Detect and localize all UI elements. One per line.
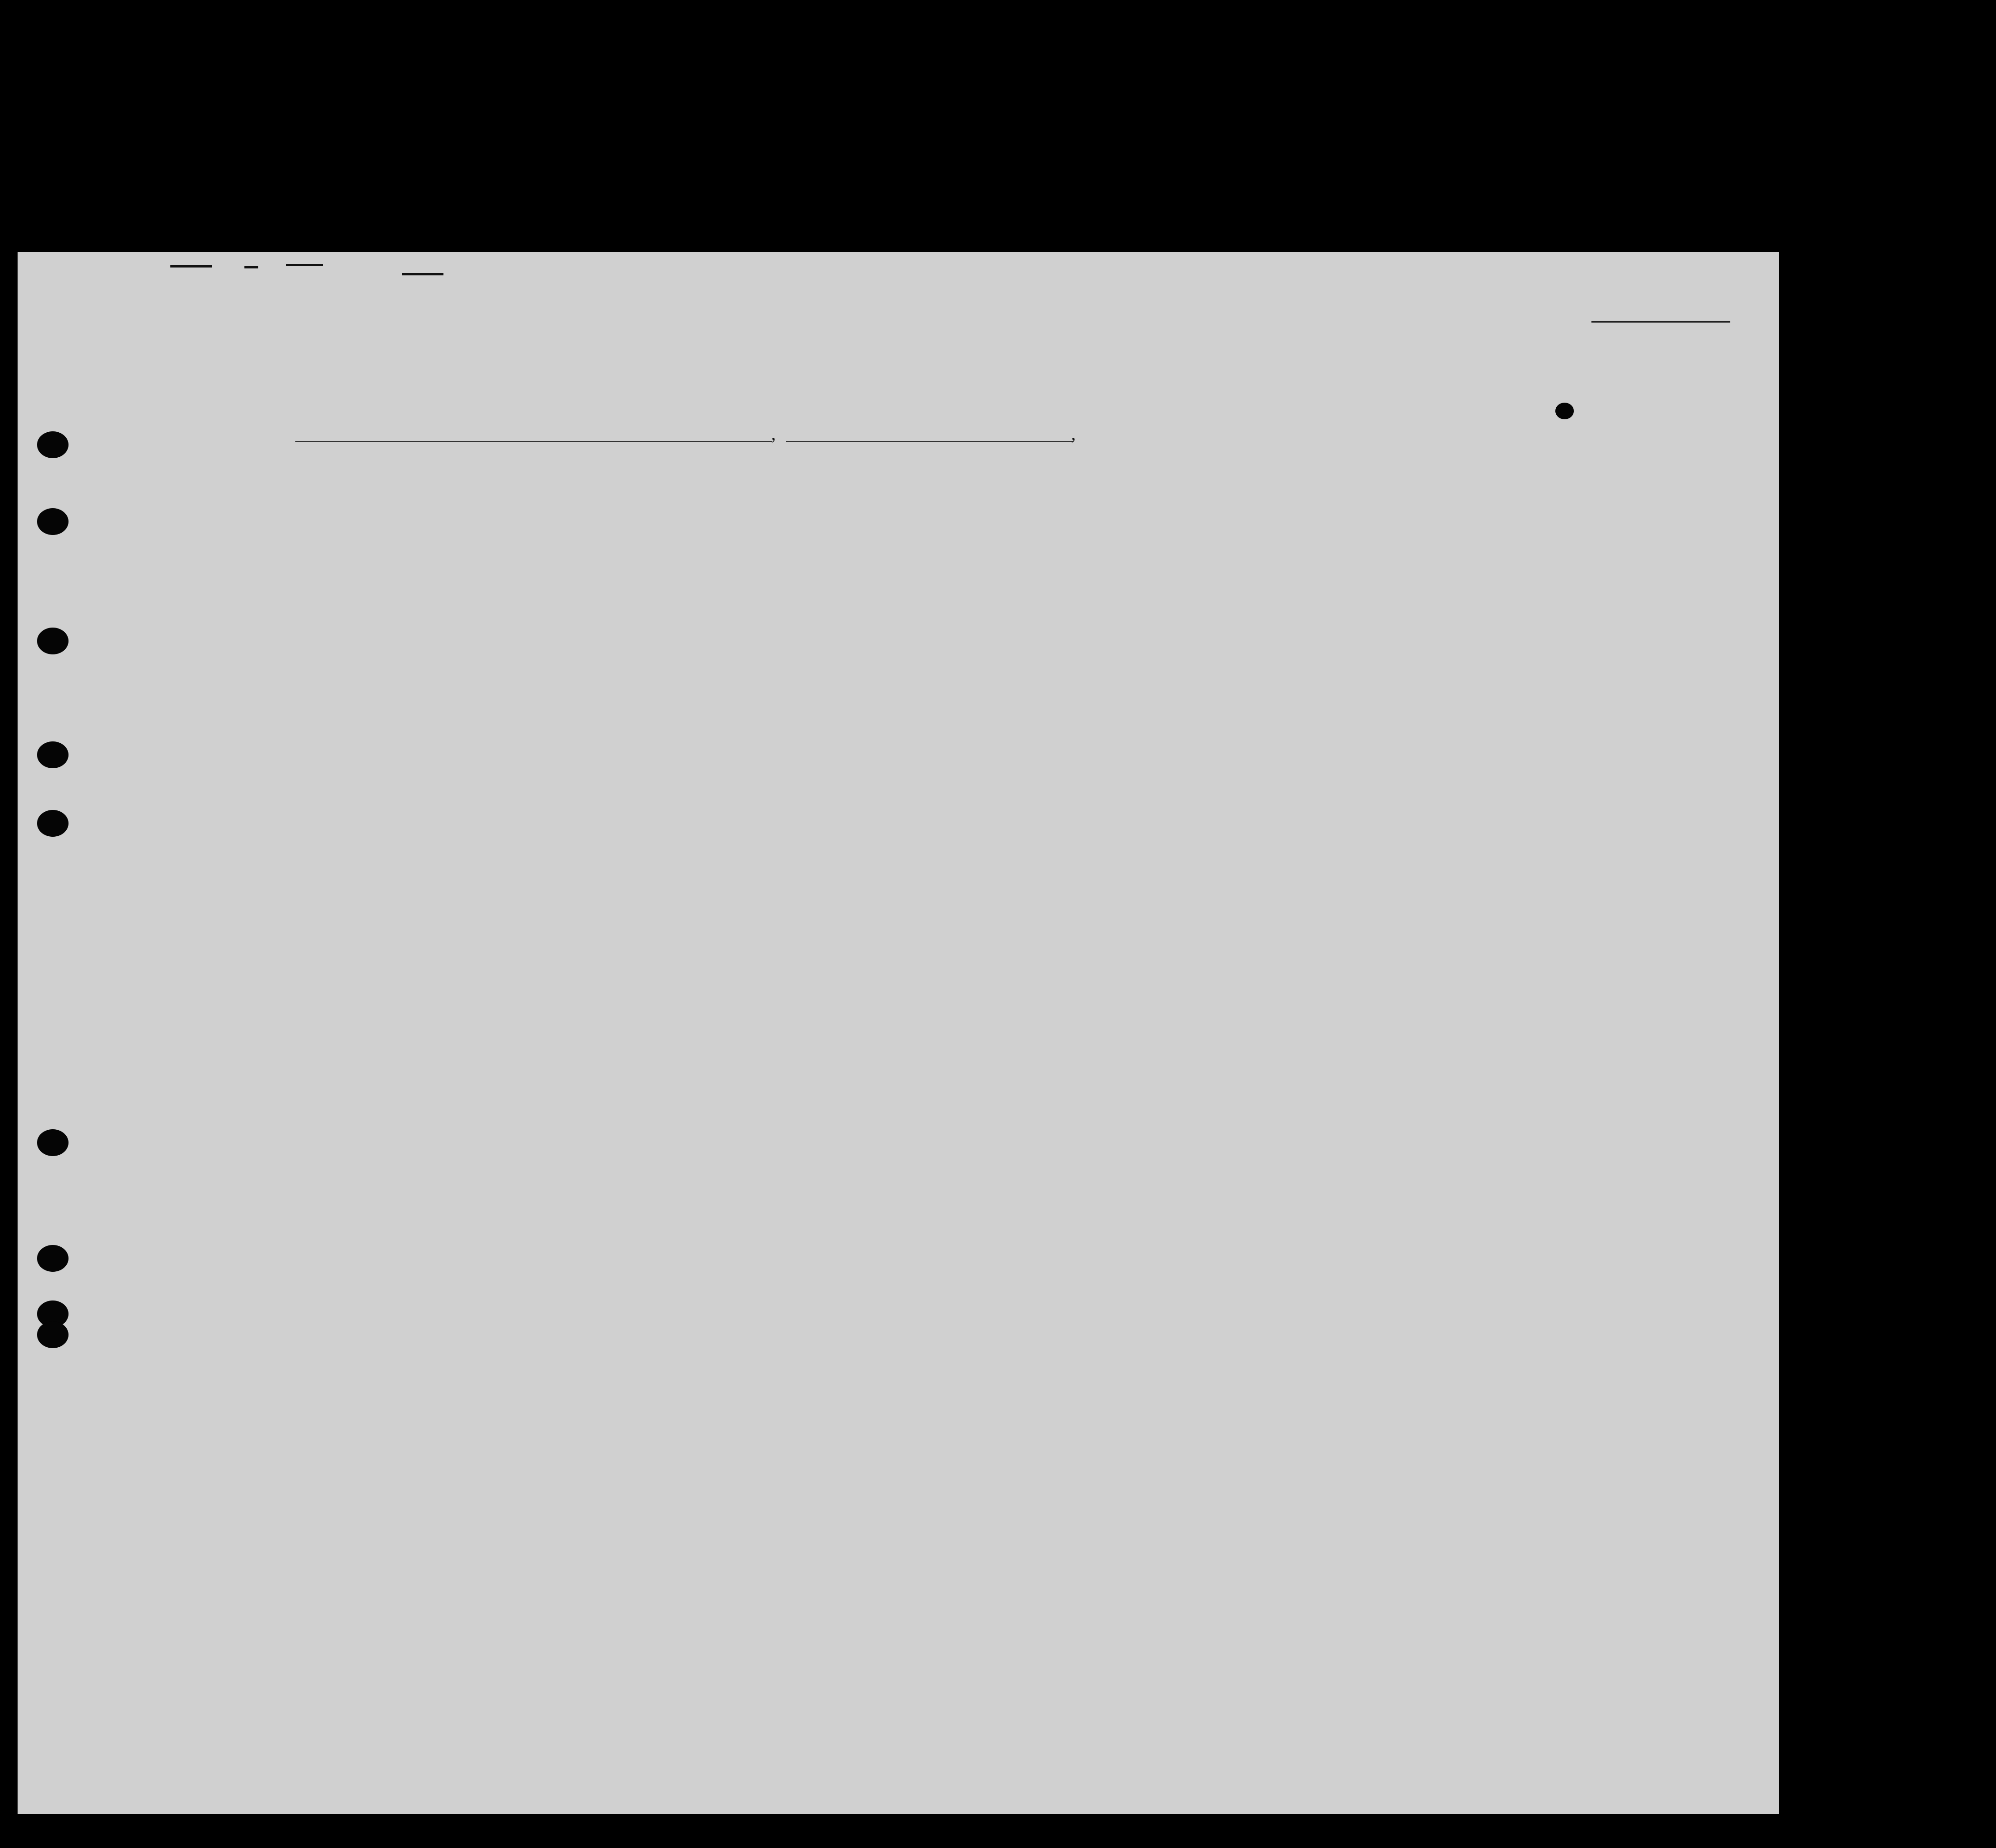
comma: , [771, 423, 776, 444]
punch-hole [37, 1245, 69, 1272]
ink-blot [1555, 403, 1574, 419]
punch-hole [37, 741, 69, 768]
punch-hole [37, 810, 69, 837]
punch-hole [37, 431, 69, 458]
punch-hole [37, 1129, 69, 1156]
punch-hole [37, 1321, 69, 1348]
punch-hole [37, 508, 69, 535]
table-grid [18, 252, 1779, 1814]
comma: , [1071, 423, 1076, 444]
manifest-sheet [18, 252, 1779, 1814]
punch-hole [37, 628, 69, 654]
